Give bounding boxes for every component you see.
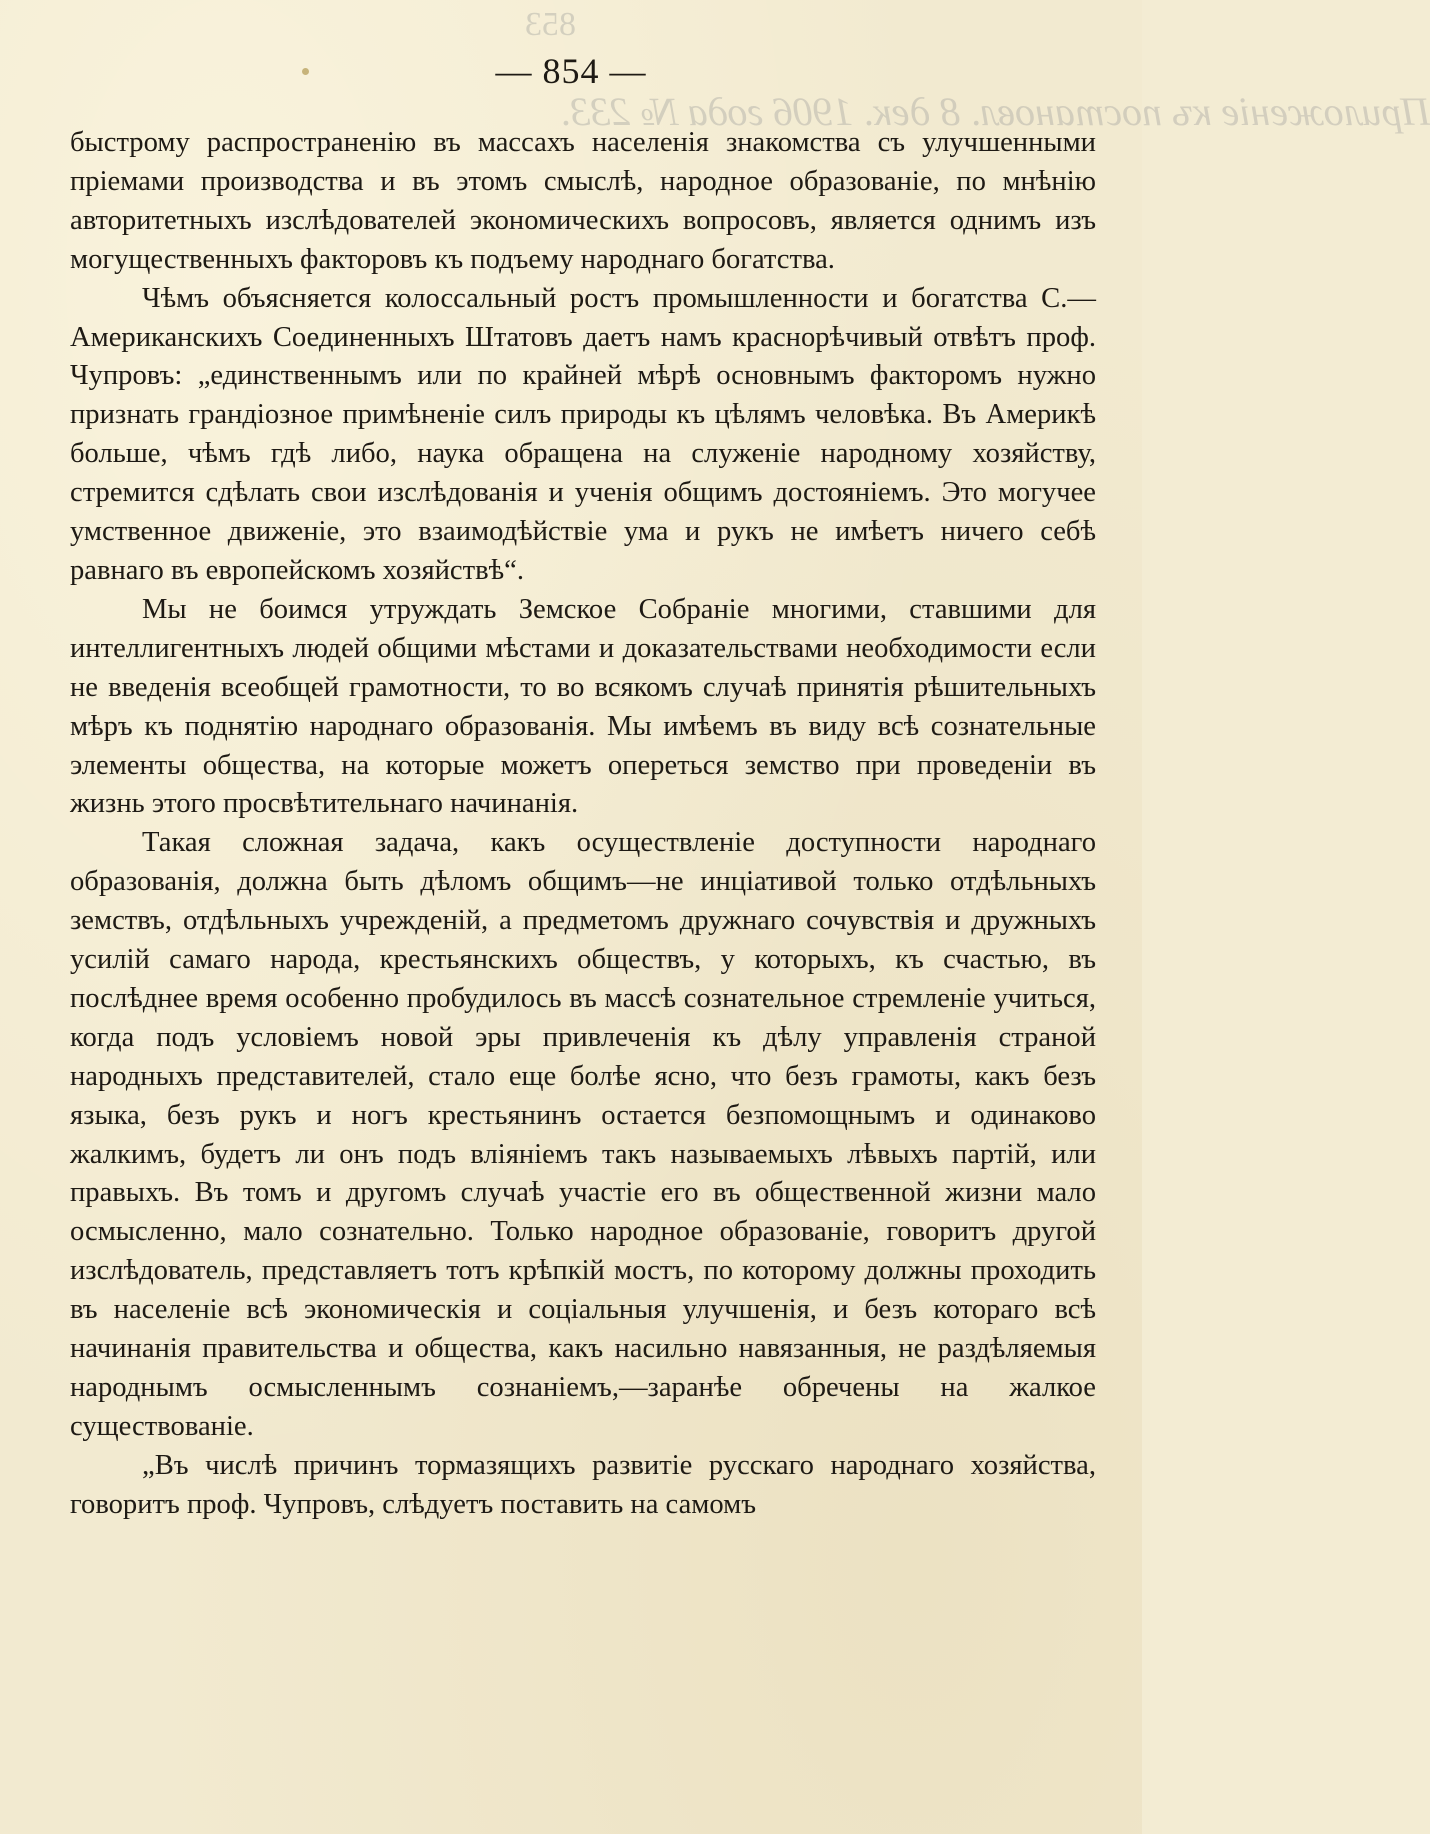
paragraph: Мы не боимся утруждать Земское Собраніе многими, ставшими для интеллигентныхъ людей общими мѣстами и доказательствами необходимости если не введенія всеобщей грамотности, то во всякомъ случаѣ принятія рѣшительныхъ мѣръ къ поднятію народнаго образованія. Мы имѣемъ въ виду всѣ сознательные элементы общества, на которые можетъ опереться земство при проведеніи въ жизнь этого просвѣтительнаго начинанія.	[70, 593, 1096, 820]
bleed-through-text: 853	[525, 6, 576, 43]
page-number: — 854 —	[495, 51, 647, 91]
paragraph: „Въ числѣ причинъ тормазящихъ развитіе русскаго народнаго хозяйства, говоритъ проф. Чупровъ, слѣдуетъ поставить на самомъ	[70, 1449, 1096, 1520]
paragraph: Чѣмъ объясняется колоссальный ростъ промышленности и богатства С.—Американскихъ Соединенныхъ Штатовъ даетъ намъ краснорѣчивый отвѣтъ проф. Чупровъ: „единственнымъ или по крайней мѣрѣ основнымъ факторомъ нужно признать грандіозное примѣненіе силъ природы къ цѣлямъ человѣка. Въ Америкѣ больше, чѣмъ гдѣ либо, наука обращена на служеніе народному хозяйству, стремится сдѣлать свои изслѣдованія и ученія общимъ достояніемъ. Это могучее умственное движеніе, это взаимодѣйствіе ума и рукъ не имѣетъ ничего себѣ равнаго въ европейскомъ хозяйствѣ“.	[70, 282, 1096, 586]
paragraph: быстрому распространенію въ массахъ населенія знакомства съ улучшенными пріемами производства и въ этомъ смыслѣ, народное образованіе, по мнѣнію авторитетныхъ изслѣдователей экономическихъ вопросовъ, является однимъ изъ могущественныхъ факторовъ къ подъему народнаго богатства.	[70, 127, 1096, 275]
bleed-through-text: Приложеніе къ постановл. 8 дек. 1906 года № 233.	[560, 89, 1430, 134]
body-text	[70, 124, 1096, 1525]
paragraph: Такая сложная задача, какъ осуществленіе доступности народнаго образованія, должна быть дѣломъ общимъ—не инціативой только отдѣльныхъ земствъ, отдѣльныхъ учрежденій, а предметомъ дружнаго сочувствія и дружныхъ усилій самаго народа, крестьянскихъ обществъ, у которыхъ, къ счастью, въ послѣднее время особенно пробудилось въ массѣ сознательное стремленіе учиться, когда подъ условіемъ новой эры привлеченія къ дѣлу управленія страной народныхъ представителей, стало еще болѣе ясно, что безъ грамоты, какъ безъ языка, безъ рукъ и ногъ крестьянинъ остается безпомощнымъ и одинаково жалкимъ, будетъ ли онъ подъ вліяніемъ такъ называемыхъ лѣвыхъ партій, или правыхъ. Въ томъ и другомъ случаѣ участіе его въ общественной жизни мало осмысленно, мало сознательно. Только народное образованіе, говоритъ другой изслѣдователь, представляетъ тотъ крѣпкій мостъ, по которому должны проходить въ населеніе всѣ экономическія и соціальныя улучшенія, и безъ котораго всѣ начинанія правительства и общества, какъ насильно навязанныя, не раздѣляемыя народнымъ осмысленнымъ сознаніемъ,—заранѣе обречены на жалкое существованіе.	[70, 827, 1096, 1442]
